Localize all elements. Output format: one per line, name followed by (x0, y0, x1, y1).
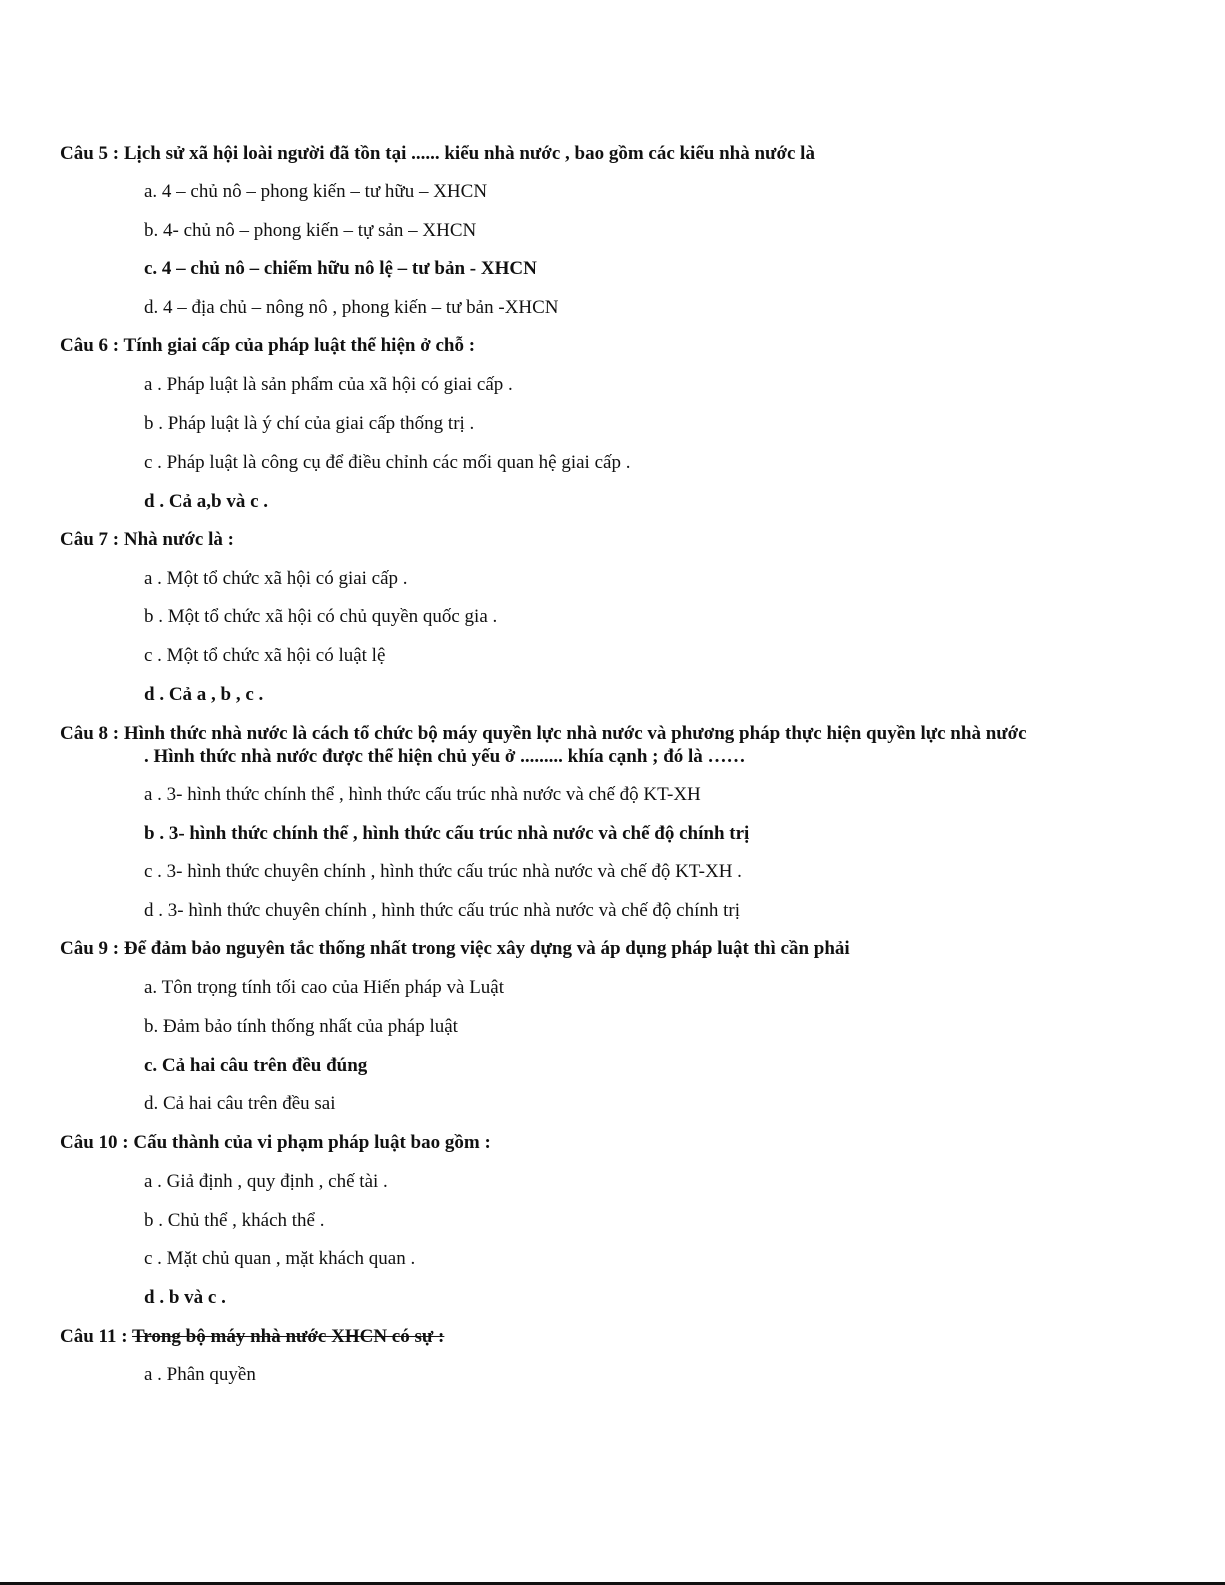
question-10-title: Câu 10 : Cấu thành của vi phạm pháp luật bao gồm : (60, 1132, 491, 1153)
question-7-option-b: b . Một tổ chức xã hội có chủ quyền quốc gia . (144, 606, 498, 627)
question-9-option-a: a. Tôn trọng tính tối cao của Hiến pháp và Luật (144, 977, 505, 998)
question-10-option-d-correct: d . b và c . (144, 1287, 226, 1308)
question-5-option-a: a. 4 – chủ nô – phong kiến – tư hữu – XHCN (144, 181, 488, 202)
question-11-label: Câu 11 : (60, 1326, 128, 1347)
question-10-option-c: c . Mặt chủ quan , mặt khách quan . (144, 1248, 416, 1269)
question-5-title: Câu 5 : Lịch sử xã hội loài người đã tồn tại ...... kiểu nhà nước , bao gồm các kiểu nhà nước là (60, 143, 815, 164)
question-6-option-b: b . Pháp luật là ý chí của giai cấp thống trị . (144, 413, 475, 434)
question-7-title: Câu 7 : Nhà nước là : (60, 529, 234, 550)
question-6-option-d-correct: d . Cả a,b và c . (144, 491, 269, 512)
question-8-title-continued: . Hình thức nhà nước được thể hiện chủ yếu ở ......... khía cạnh ; đó là …… (144, 746, 746, 767)
question-7-option-a: a . Một tổ chức xã hội có giai cấp . (144, 568, 408, 589)
question-9-option-c-correct: c. Cả hai câu trên đều đúng (144, 1055, 368, 1076)
question-6-option-a: a . Pháp luật là sản phẩm của xã hội có giai cấp . (144, 374, 513, 395)
question-11-title (60, 1326, 444, 1348)
question-5-option-c-correct: c. 4 – chủ nô – chiếm hữu nô lệ – tư bản - XHCN (144, 258, 537, 279)
question-10-option-a: a . Giả định , quy định , chế tài . (144, 1171, 388, 1192)
question-11-option-a: a . Phân quyền (144, 1364, 256, 1385)
question-10-option-b: b . Chủ thể , khách thể . (144, 1210, 325, 1231)
question-9-title: Câu 9 : Để đảm bảo nguyên tắc thống nhất trong việc xây dựng và áp dụng pháp luật thì cần phải (60, 938, 850, 959)
question-6-option-c: c . Pháp luật là công cụ để điều chỉnh các mối quan hệ giai cấp . (144, 452, 631, 473)
question-5-option-d: d. 4 – địa chủ – nông nô , phong kiến – tư bản -XHCN (144, 297, 559, 318)
question-8-option-b-correct: b . 3- hình thức chính thể , hình thức cấu trúc nhà nước và chế độ chính trị (144, 823, 750, 844)
question-8-title: Câu 8 : Hình thức nhà nước là cách tổ chức bộ máy quyền lực nhà nước và phương pháp thực hiện quyền lực nhà nước (60, 723, 1027, 744)
question-7-option-c: c . Một tổ chức xã hội có luật lệ (144, 645, 386, 666)
question-11-struck-text: Trong bộ máy nhà nước XHCN có sự : (132, 1326, 445, 1347)
question-9-option-b: b. Đảm bảo tính thống nhất của pháp luật (144, 1016, 458, 1037)
question-9-option-d: d. Cả hai câu trên đều sai (144, 1093, 336, 1114)
question-8-option-c: c . 3- hình thức chuyên chính , hình thức cấu trúc nhà nước và chế độ KT-XH . (144, 861, 742, 882)
question-7-option-d-correct: d . Cả a , b , c . (144, 684, 264, 705)
question-5-option-b: b. 4- chủ nô – phong kiến – tự sản – XHCN (144, 220, 477, 241)
question-6-title: Câu 6 : Tính giai cấp của pháp luật thể hiện ở chỗ : (60, 335, 476, 356)
question-8-option-a: a . 3- hình thức chính thể , hình thức cấu trúc nhà nước và chế độ KT-XH (144, 784, 701, 805)
question-8-option-d: d . 3- hình thức chuyên chính , hình thức cấu trúc nhà nước và chế độ chính trị (144, 900, 740, 921)
